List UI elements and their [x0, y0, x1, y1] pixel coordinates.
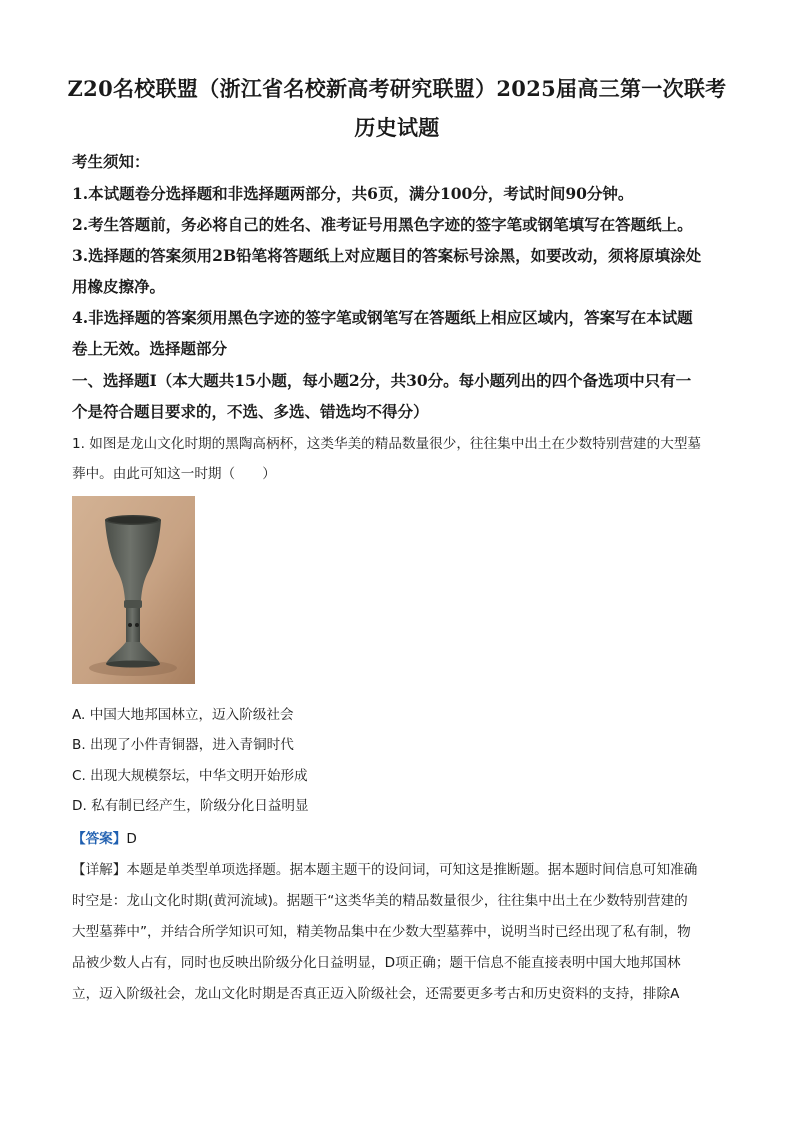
notice-item-1: 1.本试题卷分选择题和非选择题两部分，共6页，满分100分，考试时间90分钟。: [72, 184, 634, 203]
option-d: D. 私有制已经产生，阶级分化日益明显: [72, 798, 309, 814]
answer-label: 【答案】: [72, 831, 127, 847]
black-pottery-cup-image: [72, 496, 195, 684]
analysis-line-2: 时空是：龙山文化时期(黄河流域)。据题干“这类华美的精品数量很少，往往集中出土在少数特别营建的: [72, 893, 688, 909]
section-heading-line2: 个是符合题目要求的，不选、多选、错选均不得分）: [72, 402, 429, 421]
option-c: C. 出现大规模祭坛，中华文明开始形成: [72, 768, 308, 784]
section-heading-line1: 一、选择题Ⅰ（本大题共15小题，每小题2分，共30分。每小题列出的四个备选项中只有一: [72, 371, 692, 390]
notice-item-3-cont: 用橡皮擦净。: [72, 277, 166, 296]
analysis-text-1: 本题是单类型单项选择题。据本题主题干的设问词，可知这是推断题。据本题时间信息可知准确: [126, 862, 698, 878]
question-1-stem-line1: 1. 如图是龙山文化时期的黑陶高柄杯，这类华美的精品数量很少，往往集中出土在少数特别营建的大型墓: [72, 436, 702, 452]
option-a: A. 中国大地邦国林立，迈入阶级社会: [72, 707, 294, 723]
answer-line: [72, 827, 726, 847]
analysis-line-1: [72, 858, 726, 878]
notice-item-4-cont: 卷上无效。选择题部分: [72, 339, 228, 358]
notice-item-3: 3.选择题的答案须用2B铅笔将答题纸上对应题目的答案标号涂黑，如要改动，须将原填涂处: [72, 246, 702, 265]
notice-item-2: 2.考生答题前，务必将自己的姓名、准考证号用黑色字迹的签字笔或钢笔填写在答题纸上。: [72, 215, 693, 234]
answer-value: D: [126, 831, 137, 847]
analysis-line-5: 立，迈入阶级社会，龙山文化时期是否真正迈入阶级社会，还需要更多考古和历史资料的支持，排除A: [72, 986, 680, 1002]
analysis-line-3: 大型墓葬中”，并结合所学知识可知，精美物品集中在少数大型墓葬中，说明当时已经出现了私有制，物: [72, 924, 691, 940]
analysis-line-4: 品被少数人占有，同时也反映出阶级分化日益明显，D项正确；题干信息不能直接表明中国大地邦国林: [72, 955, 681, 971]
exam-subtitle: 历史试题: [354, 115, 440, 140]
analysis-label: 【详解】: [72, 862, 127, 878]
exam-title: Z20名校联盟（浙江省名校新高考研究联盟）2025届高三第一次联考: [67, 76, 727, 101]
notice-item-4: 4.非选择题的答案须用黑色字迹的签字笔或钢笔写在答题纸上相应区域内，答案写在本试题: [72, 308, 693, 327]
question-1-stem-line2: 葬中。由此可知这一时期（ ）: [72, 466, 276, 482]
notice-heading: 考生须知：: [72, 152, 150, 171]
option-b: B. 出现了小件青铜器，进入青铜时代: [72, 737, 294, 753]
